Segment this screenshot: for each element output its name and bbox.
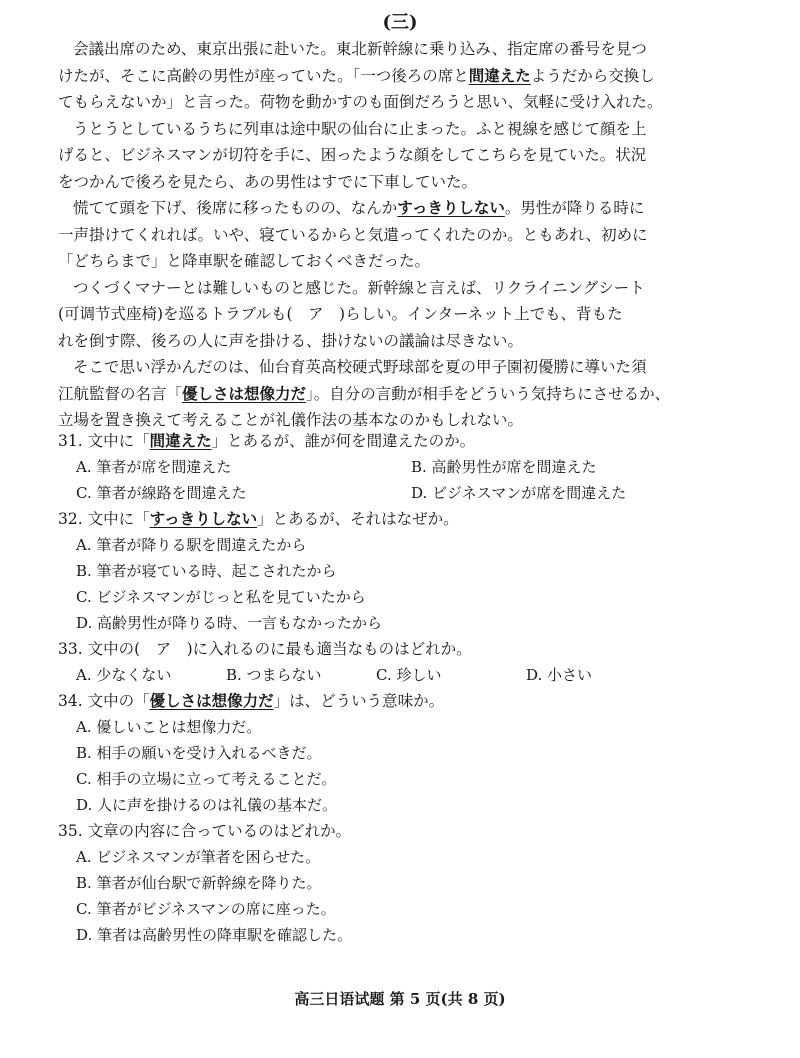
passage-line: てもらえないか」と言った。荷物を動かすのも面倒だろうと思い、気軽に受け入れた。 — [58, 93, 663, 111]
reading-passage — [58, 36, 748, 434]
passage-line: 江航監督の名言「優しさは想像力だ」。自分の言動が相手をどういう気持ちにさせるか、 — [58, 383, 671, 403]
underlined-phrase: 優しさは想像力だ — [182, 383, 307, 403]
question-31-option-d: D. ビジネスマンが席を間違えた — [411, 484, 627, 502]
passage-line: 慌てて頭を下げ、後席に移ったものの、なんかすっきりしない。男性が降りる時に — [73, 198, 645, 217]
question-32-stem: 32. 文中に「すっきりしない」とあるが、それはなぜか。 — [58, 509, 459, 528]
question-33-stem: 33. 文中の( ア )に入れるのに最も適当なものはどれか。 — [58, 640, 472, 658]
passage-line: つくづくマナーとは難しいものと感じた。新幹線と言えば、リクライニングシート — [73, 278, 645, 297]
passage-line: 会議出席のため、東京出張に赴いた。東北新幹線に乗り込み、指定席の番号を見つ — [73, 40, 647, 58]
question-31-option-c: C. 筆者が線路を間違えた — [76, 484, 247, 502]
question-33-option-d: D. 小さい — [526, 666, 593, 684]
question-31-option-b: B. 高齢男性が席を間違えた — [411, 458, 597, 476]
underlined-phrase: すっきりしない — [149, 509, 258, 528]
passage-line: れを倒す際、後ろの人に声を掛ける、掛けないの議論は尽きない。 — [58, 331, 524, 350]
question-35-option-b: B. 筆者が仙台駅で新幹線を降りた。 — [76, 874, 322, 892]
underlined-phrase: 優しさは想像力だ — [149, 691, 274, 710]
section-title: (三) — [382, 12, 418, 33]
passage-line: うとうとしているうちに列車は途中駅の仙台に止まった。ふと視線を感じて顔を上 — [73, 119, 647, 138]
question-33-option-b: B. つまらない — [226, 666, 322, 684]
question-33-option-c: C. 珍しい — [376, 666, 442, 684]
underlined-phrase: すっきりしない — [397, 198, 505, 217]
question-34-stem: 34. 文中の「優しさは想像力だ」は、どういう意味か。 — [58, 691, 445, 710]
underlined-phrase: 間違えた — [149, 431, 212, 450]
question-32-option-c: C. ビジネスマンがじっと私を見ていたから — [76, 588, 366, 606]
question-35-option-d: D. 筆者は高齢男性の降車駅を確認した。 — [76, 926, 353, 944]
question-34-option-b: B. 相手の願いを受け入れるべきだ。 — [76, 744, 322, 762]
question-34-option-d: D. 人に声を掛けるのは礼儀の基本だ。 — [76, 796, 338, 814]
question-31-option-a: A. 筆者が席を間違えた — [76, 458, 232, 476]
question-32-option-b: B. 筆者が寝ている時、起こされたから — [76, 562, 337, 580]
passage-line: げると、ビジネスマンが切符を手に、困ったような顔をしてこちらを見ていた。状況 — [58, 146, 647, 164]
passage-line: そこで思い浮かんだのは、仙台育英高校硬式野球部を夏の甲子園初優勝に導いた須 — [73, 358, 647, 376]
passage-line: けたが、そこに高齢の男性が座っていた。「一つ後ろの席と間違えたようだから交換し — [58, 65, 655, 85]
question-35-option-c: C. 筆者がビジネスマンの席に座った。 — [76, 900, 336, 918]
underlined-phrase: 間違えた — [468, 65, 531, 85]
question-34-option-c: C. 相手の立場に立って考えることだ。 — [76, 770, 337, 788]
passage-line: 一声掛けてくれれば。いや、寝ているからと気遣ってくれたのか。ともあれ、初めに — [58, 225, 648, 244]
question-35-stem: 35. 文章の内容に合っているのはどれか。 — [58, 822, 352, 840]
question-32-option-d: D. 高齢男性が降りる時、一言もなかったから — [76, 614, 383, 632]
passage-line: 「どちらまで」と降車駅を確認しておくべきだった。 — [58, 252, 431, 270]
question-31-stem: 31. 文中に「間違えた」とあるが、誰が何を間違えたのか。 — [58, 431, 476, 450]
question-35-option-a: A. ビジネスマンが筆者を困らせた。 — [76, 848, 321, 866]
question-list — [58, 428, 758, 948]
passage-line: 立場を置き換えて考えることが礼儀作法の基本なのかもしれない。 — [58, 411, 524, 429]
question-34-option-a: A. 優しいことは想像力だ。 — [76, 718, 262, 736]
passage-line: をつかんで後ろを見たら、あの男性はすでに下車していた。 — [58, 172, 477, 191]
question-33-option-a: A. 少なくない — [76, 666, 172, 684]
question-32-option-a: A. 筆者が降りる駅を間違えたから — [76, 536, 307, 554]
passage-line: (可调节式座椅)を巡るトラブルも( ア )らしい。インターネット上でも、背もた — [58, 305, 623, 323]
page-footer: 高三日语试题 第 5 页(共 8 页) — [294, 990, 506, 1008]
